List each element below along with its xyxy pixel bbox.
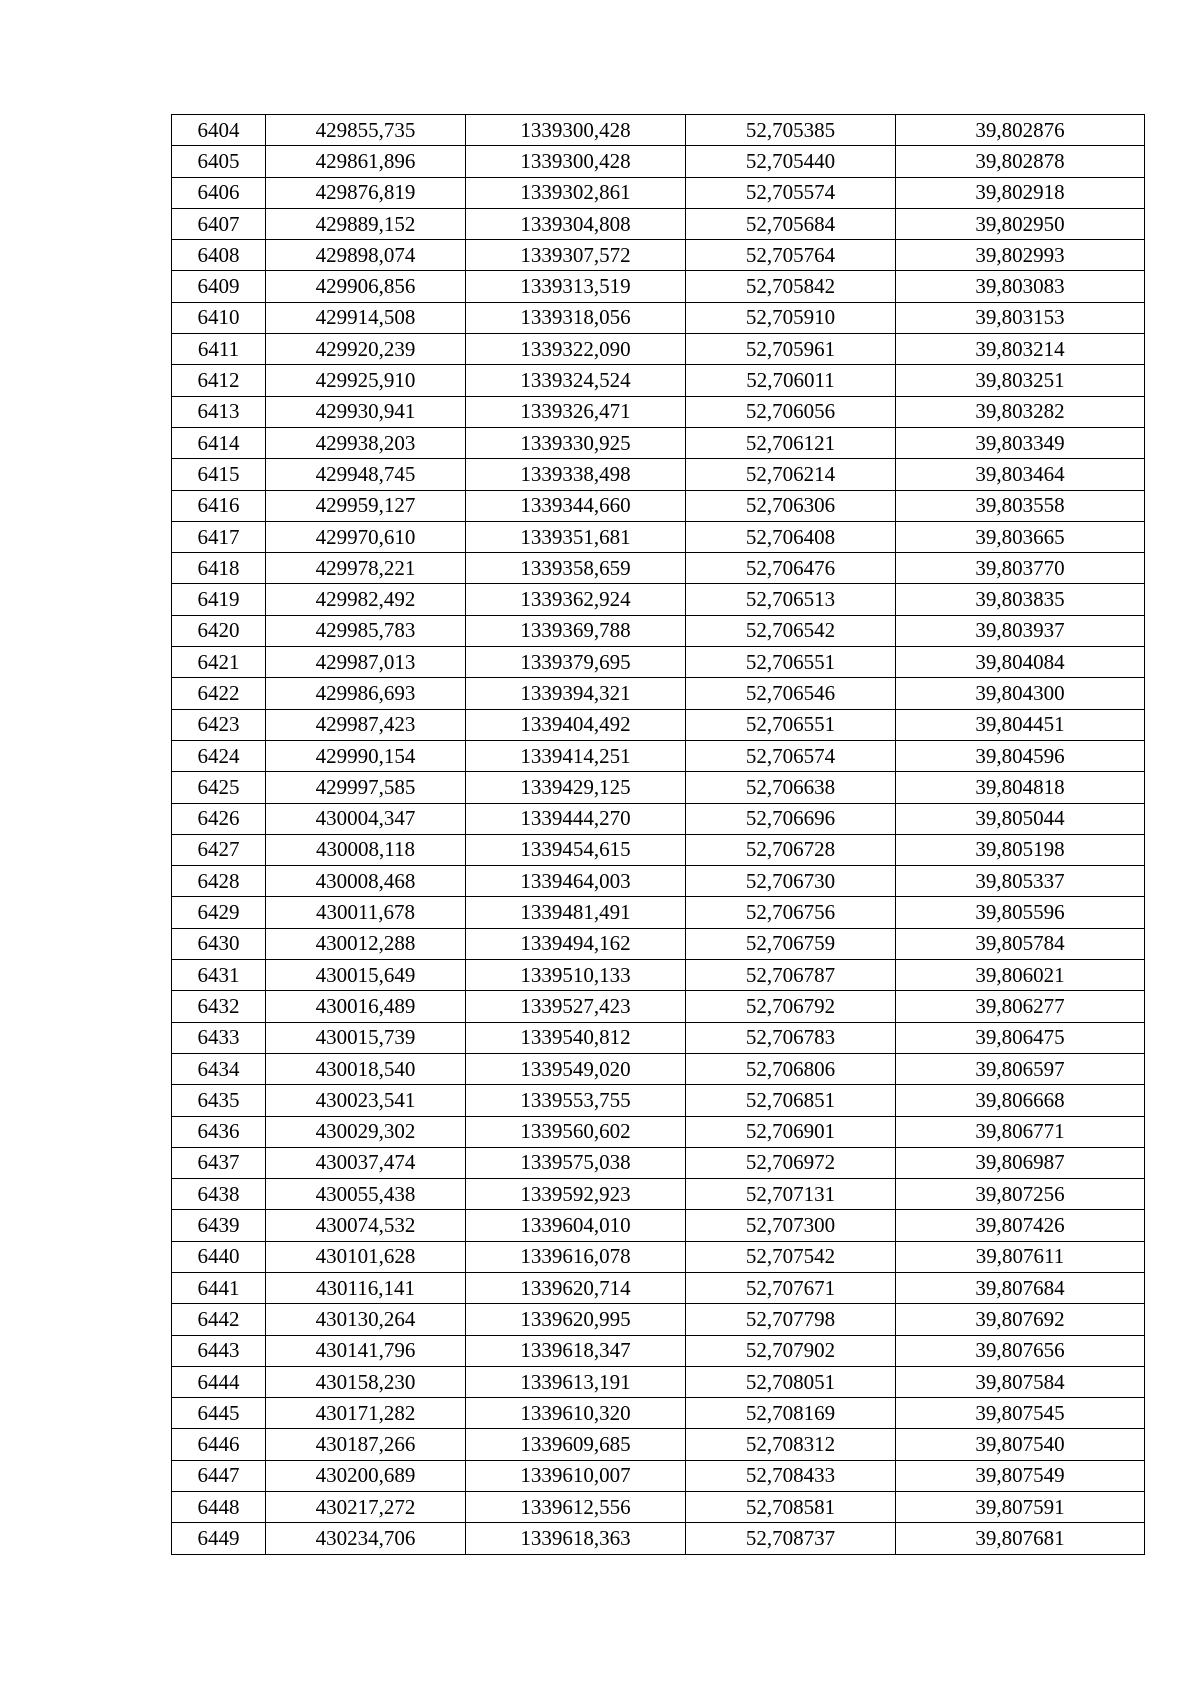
y-coordinate-cell: 1339510,133 — [466, 960, 686, 991]
latitude-cell: 52,706792 — [686, 991, 896, 1022]
y-coordinate-cell: 1339414,251 — [466, 740, 686, 771]
x-coordinate-cell: 430116,141 — [266, 1272, 466, 1303]
latitude-cell: 52,706542 — [686, 615, 896, 646]
point-number-cell: 6422 — [172, 678, 266, 709]
table-row — [172, 396, 1145, 427]
y-coordinate-cell: 1339444,270 — [466, 803, 686, 834]
point-number-cell: 6428 — [172, 866, 266, 897]
x-coordinate-cell: 430130,264 — [266, 1304, 466, 1335]
latitude-cell: 52,706901 — [686, 1116, 896, 1147]
point-number-cell: 6440 — [172, 1241, 266, 1272]
table-row — [172, 1085, 1145, 1116]
point-number-cell: 6408 — [172, 240, 266, 271]
point-number-cell: 6444 — [172, 1366, 266, 1397]
x-coordinate-cell: 429997,585 — [266, 772, 466, 803]
latitude-cell: 52,706783 — [686, 1022, 896, 1053]
coordinates-table-body — [172, 115, 1145, 1555]
longitude-cell: 39,807545 — [896, 1398, 1145, 1429]
table-row — [172, 866, 1145, 897]
point-number-cell: 6442 — [172, 1304, 266, 1335]
y-coordinate-cell: 1339613,191 — [466, 1366, 686, 1397]
longitude-cell: 39,805784 — [896, 928, 1145, 959]
x-coordinate-cell: 430200,689 — [266, 1460, 466, 1491]
point-number-cell: 6445 — [172, 1398, 266, 1429]
latitude-cell: 52,706972 — [686, 1147, 896, 1178]
table-row — [172, 115, 1145, 146]
table-row — [172, 1022, 1145, 1053]
y-coordinate-cell: 1339324,524 — [466, 365, 686, 396]
latitude-cell: 52,708051 — [686, 1366, 896, 1397]
table-row — [172, 1460, 1145, 1491]
y-coordinate-cell: 1339330,925 — [466, 427, 686, 458]
x-coordinate-cell: 429930,941 — [266, 396, 466, 427]
x-coordinate-cell: 430008,118 — [266, 834, 466, 865]
y-coordinate-cell: 1339464,003 — [466, 866, 686, 897]
y-coordinate-cell: 1339313,519 — [466, 271, 686, 302]
latitude-cell: 52,706056 — [686, 396, 896, 427]
y-coordinate-cell: 1339322,090 — [466, 334, 686, 365]
table-row — [172, 1304, 1145, 1335]
point-number-cell: 6412 — [172, 365, 266, 396]
x-coordinate-cell: 430008,468 — [266, 866, 466, 897]
longitude-cell: 39,803083 — [896, 271, 1145, 302]
longitude-cell: 39,806021 — [896, 960, 1145, 991]
y-coordinate-cell: 1339494,162 — [466, 928, 686, 959]
y-coordinate-cell: 1339592,923 — [466, 1179, 686, 1210]
latitude-cell: 52,708433 — [686, 1460, 896, 1491]
latitude-cell: 52,706696 — [686, 803, 896, 834]
latitude-cell: 52,707671 — [686, 1272, 896, 1303]
point-number-cell: 6418 — [172, 553, 266, 584]
point-number-cell: 6437 — [172, 1147, 266, 1178]
latitude-cell: 52,706408 — [686, 521, 896, 552]
longitude-cell: 39,807684 — [896, 1272, 1145, 1303]
longitude-cell: 39,803835 — [896, 584, 1145, 615]
y-coordinate-cell: 1339394,321 — [466, 678, 686, 709]
point-number-cell: 6432 — [172, 991, 266, 1022]
latitude-cell: 52,707902 — [686, 1335, 896, 1366]
latitude-cell: 52,705910 — [686, 302, 896, 333]
latitude-cell: 52,705574 — [686, 177, 896, 208]
longitude-cell: 39,804818 — [896, 772, 1145, 803]
table-row — [172, 302, 1145, 333]
latitude-cell: 52,706513 — [686, 584, 896, 615]
latitude-cell: 52,707542 — [686, 1241, 896, 1272]
point-number-cell: 6423 — [172, 709, 266, 740]
y-coordinate-cell: 1339344,660 — [466, 490, 686, 521]
longitude-cell: 39,803282 — [896, 396, 1145, 427]
longitude-cell: 39,807611 — [896, 1241, 1145, 1272]
point-number-cell: 6446 — [172, 1429, 266, 1460]
table-row — [172, 772, 1145, 803]
longitude-cell: 39,803665 — [896, 521, 1145, 552]
y-coordinate-cell: 1339304,808 — [466, 208, 686, 239]
x-coordinate-cell: 430012,288 — [266, 928, 466, 959]
x-coordinate-cell: 430141,796 — [266, 1335, 466, 1366]
point-number-cell: 6416 — [172, 490, 266, 521]
x-coordinate-cell: 429987,013 — [266, 647, 466, 678]
latitude-cell: 52,706121 — [686, 427, 896, 458]
longitude-cell: 39,803349 — [896, 427, 1145, 458]
y-coordinate-cell: 1339609,685 — [466, 1429, 686, 1460]
table-row — [172, 1272, 1145, 1303]
x-coordinate-cell: 429855,735 — [266, 115, 466, 146]
latitude-cell: 52,708581 — [686, 1492, 896, 1523]
longitude-cell: 39,802876 — [896, 115, 1145, 146]
latitude-cell: 52,706551 — [686, 709, 896, 740]
point-number-cell: 6404 — [172, 115, 266, 146]
y-coordinate-cell: 1339560,602 — [466, 1116, 686, 1147]
point-number-cell: 6429 — [172, 897, 266, 928]
point-number-cell: 6414 — [172, 427, 266, 458]
table-row — [172, 271, 1145, 302]
latitude-cell: 52,708169 — [686, 1398, 896, 1429]
x-coordinate-cell: 429985,783 — [266, 615, 466, 646]
x-coordinate-cell: 429970,610 — [266, 521, 466, 552]
longitude-cell: 39,806475 — [896, 1022, 1145, 1053]
table-row — [172, 459, 1145, 490]
longitude-cell: 39,806668 — [896, 1085, 1145, 1116]
latitude-cell: 52,706728 — [686, 834, 896, 865]
longitude-cell: 39,803214 — [896, 334, 1145, 365]
longitude-cell: 39,802950 — [896, 208, 1145, 239]
y-coordinate-cell: 1339553,755 — [466, 1085, 686, 1116]
table-row — [172, 803, 1145, 834]
longitude-cell: 39,805596 — [896, 897, 1145, 928]
y-coordinate-cell: 1339302,861 — [466, 177, 686, 208]
table-row — [172, 928, 1145, 959]
point-number-cell: 6420 — [172, 615, 266, 646]
y-coordinate-cell: 1339481,491 — [466, 897, 686, 928]
latitude-cell: 52,705385 — [686, 115, 896, 146]
x-coordinate-cell: 429948,745 — [266, 459, 466, 490]
table-row — [172, 960, 1145, 991]
point-number-cell: 6435 — [172, 1085, 266, 1116]
point-number-cell: 6441 — [172, 1272, 266, 1303]
longitude-cell: 39,807692 — [896, 1304, 1145, 1335]
point-number-cell: 6425 — [172, 772, 266, 803]
point-number-cell: 6406 — [172, 177, 266, 208]
table-row — [172, 1492, 1145, 1523]
table-row — [172, 1179, 1145, 1210]
table-row — [172, 678, 1145, 709]
table-row — [172, 553, 1145, 584]
x-coordinate-cell: 430171,282 — [266, 1398, 466, 1429]
x-coordinate-cell: 429889,152 — [266, 208, 466, 239]
table-row — [172, 1241, 1145, 1272]
table-row — [172, 1335, 1145, 1366]
longitude-cell: 39,807591 — [896, 1492, 1145, 1523]
longitude-cell: 39,804300 — [896, 678, 1145, 709]
x-coordinate-cell: 430101,628 — [266, 1241, 466, 1272]
longitude-cell: 39,805337 — [896, 866, 1145, 897]
x-coordinate-cell: 430023,541 — [266, 1085, 466, 1116]
longitude-cell: 39,803770 — [896, 553, 1145, 584]
latitude-cell: 52,706306 — [686, 490, 896, 521]
x-coordinate-cell: 430037,474 — [266, 1147, 466, 1178]
latitude-cell: 52,708312 — [686, 1429, 896, 1460]
table-row — [172, 991, 1145, 1022]
point-number-cell: 6431 — [172, 960, 266, 991]
longitude-cell: 39,807426 — [896, 1210, 1145, 1241]
table-row — [172, 365, 1145, 396]
y-coordinate-cell: 1339612,556 — [466, 1492, 686, 1523]
latitude-cell: 52,705764 — [686, 240, 896, 271]
longitude-cell: 39,805198 — [896, 834, 1145, 865]
y-coordinate-cell: 1339404,492 — [466, 709, 686, 740]
y-coordinate-cell: 1339610,320 — [466, 1398, 686, 1429]
latitude-cell: 52,705684 — [686, 208, 896, 239]
y-coordinate-cell: 1339358,659 — [466, 553, 686, 584]
y-coordinate-cell: 1339618,363 — [466, 1523, 686, 1554]
longitude-cell: 39,805044 — [896, 803, 1145, 834]
y-coordinate-cell: 1339429,125 — [466, 772, 686, 803]
longitude-cell: 39,802878 — [896, 146, 1145, 177]
x-coordinate-cell: 430217,272 — [266, 1492, 466, 1523]
longitude-cell: 39,807549 — [896, 1460, 1145, 1491]
point-number-cell: 6415 — [172, 459, 266, 490]
point-number-cell: 6411 — [172, 334, 266, 365]
x-coordinate-cell: 430015,739 — [266, 1022, 466, 1053]
latitude-cell: 52,708737 — [686, 1523, 896, 1554]
latitude-cell: 52,706011 — [686, 365, 896, 396]
x-coordinate-cell: 430234,706 — [266, 1523, 466, 1554]
point-number-cell: 6427 — [172, 834, 266, 865]
x-coordinate-cell: 430018,540 — [266, 1053, 466, 1084]
x-coordinate-cell: 429978,221 — [266, 553, 466, 584]
y-coordinate-cell: 1339362,924 — [466, 584, 686, 615]
x-coordinate-cell: 430074,532 — [266, 1210, 466, 1241]
table-row — [172, 834, 1145, 865]
point-number-cell: 6410 — [172, 302, 266, 333]
point-number-cell: 6409 — [172, 271, 266, 302]
coordinates-table — [171, 114, 1145, 1555]
y-coordinate-cell: 1339575,038 — [466, 1147, 686, 1178]
table-row — [172, 1116, 1145, 1147]
latitude-cell: 52,706476 — [686, 553, 896, 584]
y-coordinate-cell: 1339379,695 — [466, 647, 686, 678]
longitude-cell: 39,804596 — [896, 740, 1145, 771]
latitude-cell: 52,707131 — [686, 1179, 896, 1210]
point-number-cell: 6449 — [172, 1523, 266, 1554]
y-coordinate-cell: 1339620,714 — [466, 1272, 686, 1303]
x-coordinate-cell: 430016,489 — [266, 991, 466, 1022]
latitude-cell: 52,706756 — [686, 897, 896, 928]
x-coordinate-cell: 430029,302 — [266, 1116, 466, 1147]
x-coordinate-cell: 430158,230 — [266, 1366, 466, 1397]
point-number-cell: 6405 — [172, 146, 266, 177]
table-row — [172, 584, 1145, 615]
x-coordinate-cell: 429987,423 — [266, 709, 466, 740]
longitude-cell: 39,807540 — [896, 1429, 1145, 1460]
latitude-cell: 52,706787 — [686, 960, 896, 991]
longitude-cell: 39,807584 — [896, 1366, 1145, 1397]
x-coordinate-cell: 430055,438 — [266, 1179, 466, 1210]
point-number-cell: 6407 — [172, 208, 266, 239]
latitude-cell: 52,706551 — [686, 647, 896, 678]
table-row — [172, 146, 1145, 177]
latitude-cell: 52,705842 — [686, 271, 896, 302]
latitude-cell: 52,706806 — [686, 1053, 896, 1084]
table-row — [172, 897, 1145, 928]
point-number-cell: 6430 — [172, 928, 266, 959]
x-coordinate-cell: 429925,910 — [266, 365, 466, 396]
x-coordinate-cell: 429938,203 — [266, 427, 466, 458]
table-row — [172, 521, 1145, 552]
x-coordinate-cell: 429906,856 — [266, 271, 466, 302]
x-coordinate-cell: 429914,508 — [266, 302, 466, 333]
y-coordinate-cell: 1339307,572 — [466, 240, 686, 271]
longitude-cell: 39,803251 — [896, 365, 1145, 396]
x-coordinate-cell: 429986,693 — [266, 678, 466, 709]
table-row — [172, 647, 1145, 678]
x-coordinate-cell: 430187,266 — [266, 1429, 466, 1460]
longitude-cell: 39,803558 — [896, 490, 1145, 521]
x-coordinate-cell: 429898,074 — [266, 240, 466, 271]
latitude-cell: 52,706574 — [686, 740, 896, 771]
point-number-cell: 6443 — [172, 1335, 266, 1366]
x-coordinate-cell: 430011,678 — [266, 897, 466, 928]
table-row — [172, 709, 1145, 740]
latitude-cell: 52,706759 — [686, 928, 896, 959]
table-row — [172, 1366, 1145, 1397]
longitude-cell: 39,803937 — [896, 615, 1145, 646]
table-row — [172, 1053, 1145, 1084]
point-number-cell: 6436 — [172, 1116, 266, 1147]
y-coordinate-cell: 1339616,078 — [466, 1241, 686, 1272]
latitude-cell: 52,706546 — [686, 678, 896, 709]
longitude-cell: 39,804084 — [896, 647, 1145, 678]
table-row — [172, 208, 1145, 239]
y-coordinate-cell: 1339540,812 — [466, 1022, 686, 1053]
point-number-cell: 6421 — [172, 647, 266, 678]
longitude-cell: 39,803464 — [896, 459, 1145, 490]
longitude-cell: 39,806771 — [896, 1116, 1145, 1147]
y-coordinate-cell: 1339527,423 — [466, 991, 686, 1022]
x-coordinate-cell: 430015,649 — [266, 960, 466, 991]
point-number-cell: 6413 — [172, 396, 266, 427]
latitude-cell: 52,706214 — [686, 459, 896, 490]
x-coordinate-cell: 429861,896 — [266, 146, 466, 177]
table-row — [172, 427, 1145, 458]
latitude-cell: 52,706851 — [686, 1085, 896, 1116]
latitude-cell: 52,707300 — [686, 1210, 896, 1241]
y-coordinate-cell: 1339454,615 — [466, 834, 686, 865]
longitude-cell: 39,807681 — [896, 1523, 1145, 1554]
y-coordinate-cell: 1339604,010 — [466, 1210, 686, 1241]
y-coordinate-cell: 1339338,498 — [466, 459, 686, 490]
y-coordinate-cell: 1339351,681 — [466, 521, 686, 552]
longitude-cell: 39,807256 — [896, 1179, 1145, 1210]
longitude-cell: 39,806987 — [896, 1147, 1145, 1178]
point-number-cell: 6426 — [172, 803, 266, 834]
table-row — [172, 740, 1145, 771]
latitude-cell: 52,705961 — [686, 334, 896, 365]
table-row — [172, 240, 1145, 271]
x-coordinate-cell: 429990,154 — [266, 740, 466, 771]
table-row — [172, 490, 1145, 521]
point-number-cell: 6448 — [172, 1492, 266, 1523]
table-row — [172, 1147, 1145, 1178]
y-coordinate-cell: 1339318,056 — [466, 302, 686, 333]
y-coordinate-cell: 1339620,995 — [466, 1304, 686, 1335]
point-number-cell: 6447 — [172, 1460, 266, 1491]
point-number-cell: 6417 — [172, 521, 266, 552]
latitude-cell: 52,707798 — [686, 1304, 896, 1335]
point-number-cell: 6419 — [172, 584, 266, 615]
latitude-cell: 52,705440 — [686, 146, 896, 177]
point-number-cell: 6434 — [172, 1053, 266, 1084]
point-number-cell: 6438 — [172, 1179, 266, 1210]
x-coordinate-cell: 430004,347 — [266, 803, 466, 834]
x-coordinate-cell: 429920,239 — [266, 334, 466, 365]
y-coordinate-cell: 1339610,007 — [466, 1460, 686, 1491]
longitude-cell: 39,802993 — [896, 240, 1145, 271]
x-coordinate-cell: 429982,492 — [266, 584, 466, 615]
table-row — [172, 1398, 1145, 1429]
table-row — [172, 615, 1145, 646]
y-coordinate-cell: 1339549,020 — [466, 1053, 686, 1084]
point-number-cell: 6424 — [172, 740, 266, 771]
y-coordinate-cell: 1339326,471 — [466, 396, 686, 427]
latitude-cell: 52,706638 — [686, 772, 896, 803]
longitude-cell: 39,807656 — [896, 1335, 1145, 1366]
longitude-cell: 39,803153 — [896, 302, 1145, 333]
latitude-cell: 52,706730 — [686, 866, 896, 897]
table-row — [172, 1429, 1145, 1460]
y-coordinate-cell: 1339300,428 — [466, 115, 686, 146]
longitude-cell: 39,806597 — [896, 1053, 1145, 1084]
x-coordinate-cell: 429876,819 — [266, 177, 466, 208]
point-number-cell: 6433 — [172, 1022, 266, 1053]
y-coordinate-cell: 1339300,428 — [466, 146, 686, 177]
longitude-cell: 39,806277 — [896, 991, 1145, 1022]
x-coordinate-cell: 429959,127 — [266, 490, 466, 521]
table-row — [172, 177, 1145, 208]
y-coordinate-cell: 1339369,788 — [466, 615, 686, 646]
table-row — [172, 334, 1145, 365]
table-row — [172, 1523, 1145, 1554]
point-number-cell: 6439 — [172, 1210, 266, 1241]
table-row — [172, 1210, 1145, 1241]
longitude-cell: 39,804451 — [896, 709, 1145, 740]
y-coordinate-cell: 1339618,347 — [466, 1335, 686, 1366]
longitude-cell: 39,802918 — [896, 177, 1145, 208]
